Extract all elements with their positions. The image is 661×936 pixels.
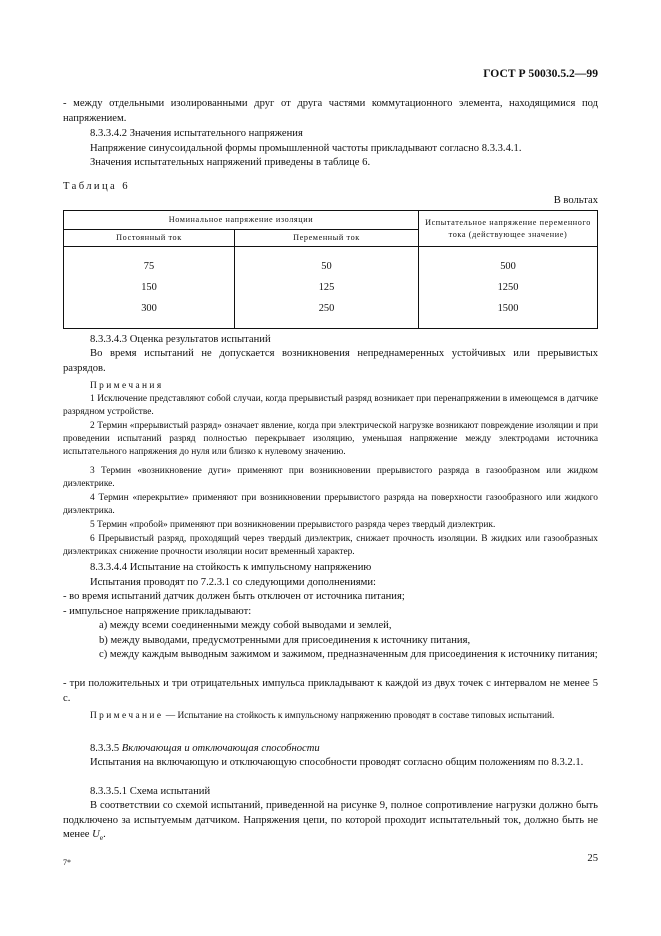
cell-ac: 250: [235, 299, 419, 329]
table-row: [64, 247, 598, 279]
section-title-evaluation: 8.3.3.4.3 Оценка результатов испытаний: [90, 334, 271, 345]
note-5: 5 Термин «пробой» применяют при возникновении прерывистого разряда через твердый диэлектрик.: [90, 520, 496, 530]
section-title-test-circuit: 8.3.3.5.1 Схема испытаний: [90, 786, 211, 797]
cell-ac: 125: [235, 278, 419, 299]
notes-title: Примечания: [90, 381, 164, 391]
note-2: 2 Термин «прерывистый разряд» означает явление, когда при электрической нагрузке возникают повреждение изоляции и при проведении испытаний разряд полностью перекрывает изоляцию, уменьшая напряжение между электродами источника испытательного напряжения до нуля или близко к нулевому значению.: [63, 421, 598, 458]
note-3: 3 Термин «возникновение дуги» применяют при возникновении прерывистого разряда в газообразном или жидком диэлектрике.: [63, 466, 598, 490]
cell-ac: 50: [235, 247, 419, 279]
cell-test: 1500: [419, 299, 598, 329]
rated-voltage-subscript: e: [99, 833, 104, 843]
paragraph-impulse-lead: Испытания проводят по 7.2.3.1 со следующими дополнениями:: [90, 577, 376, 588]
impulse-bullet-1: - во время испытаний датчик должен быть отключен от источника питания;: [63, 591, 405, 602]
table-row: [64, 299, 598, 329]
switching-title: Включающая и отключающая способности: [121, 743, 320, 754]
cell-dc: 75: [64, 247, 235, 279]
paragraph-table-ref: Значения испытательных напряжений приведены в таблице 6.: [90, 157, 371, 168]
impulse-sub-a: a) между всеми соединенными между собой выводами и землей,: [99, 620, 392, 631]
note-4: 4 Термин «перекрытие» применяют при возникновении прерывистого разряда на поверхности газообразного или жидкого диэлектрика.: [63, 493, 598, 517]
cell-dc: 150: [64, 278, 235, 299]
table-row: [64, 278, 598, 299]
paragraph-switching: Испытания на включающую и отключающую способности проводят согласно общим положениям по 8.3.2.1.: [90, 757, 584, 768]
section-title-switching: [63, 742, 598, 757]
impulse-sub-b: b) между выводами, предусмотренными для присоединения к источнику питания,: [99, 635, 471, 646]
header-dc: Постоянный ток: [64, 230, 235, 247]
rated-voltage-symbol: U: [92, 829, 100, 841]
header-test-voltage: Испытательное напряжение переменного тока (действующее значение): [419, 211, 598, 247]
cell-test: 1250: [419, 278, 598, 299]
impulse-bullet-2: - импульсное напряжение прикладывают:: [63, 606, 252, 617]
section-title-impulse: 8.3.3.4.4 Испытание на стойкость к импульсному напряжению: [90, 562, 372, 573]
footer-mark: 7*: [63, 858, 71, 867]
impulse-note-text: — Испытание на стойкость к импульсному напряжению проводят в составе типовых испытаний.: [163, 711, 555, 721]
cell-test: 500: [419, 247, 598, 279]
switching-number: 8.3.3.5: [90, 743, 122, 754]
header-ac: Переменный ток: [235, 230, 419, 247]
test-circuit-text: В соответствии со схемой испытаний, приведенной на рисунке 9, полное сопротивление нагрузки должно быть подключено за испытуемым датчиком. Напряжения цепи, по которой проходит испытательный ток, должно быть не менее: [63, 800, 598, 841]
table-caption: Таблица 6: [63, 181, 130, 192]
cell-dc: 300: [64, 299, 235, 329]
test-circuit-end: .: [103, 829, 106, 841]
section-title-test-voltage: 8.3.3.4.2 Значения испытательного напряжения: [90, 128, 303, 139]
paragraph-test-circuit: [63, 799, 598, 846]
paragraph-evaluation: Во время испытаний не допускается возникновения непреднамеренных устойчивых или прерывистых разрядов.: [63, 348, 598, 374]
impulse-note: [63, 710, 598, 723]
header-rated-insulation: Номинальное напряжение изоляции: [64, 211, 419, 230]
standard-header: ГОСТ Р 50030.5.2—99: [483, 67, 598, 80]
impulse-bullet-3: - три положительных и три отрицательных импульса прикладывают к каждой из двух точек с интервалом не менее 5 с.: [63, 678, 598, 704]
impulse-note-label: Примечание: [90, 711, 164, 721]
impulse-sub-c: c) между каждым выводным зажимом и зажимом, предназначенным для присоединения к источнику питания;: [99, 649, 598, 660]
test-voltage-table: [63, 210, 598, 329]
table-units: В вольтах: [553, 195, 598, 206]
intro-bullet: - между отдельными изолированными друг от друга частями коммутационного элемента, находящимися под напряжением.: [63, 98, 598, 124]
page-number: 25: [587, 853, 598, 864]
note-1: 1 Исключение представляют собой случаи, когда прерывистый разряд возникает при перенапряжении в имеющемся в датчике разрядном устройстве.: [63, 394, 598, 418]
paragraph-sinusoidal: Напряжение синусоидальной формы промышленной частоты прикладывают согласно 8.3.3.4.1.: [90, 143, 522, 154]
note-6: 6 Прерывистый разряд, проходящий через твердый диэлектрик, снижает прочность изоляции. В жидких или газообразных диэлектриках снижение прочности изоляции носит временный характер.: [63, 534, 598, 558]
